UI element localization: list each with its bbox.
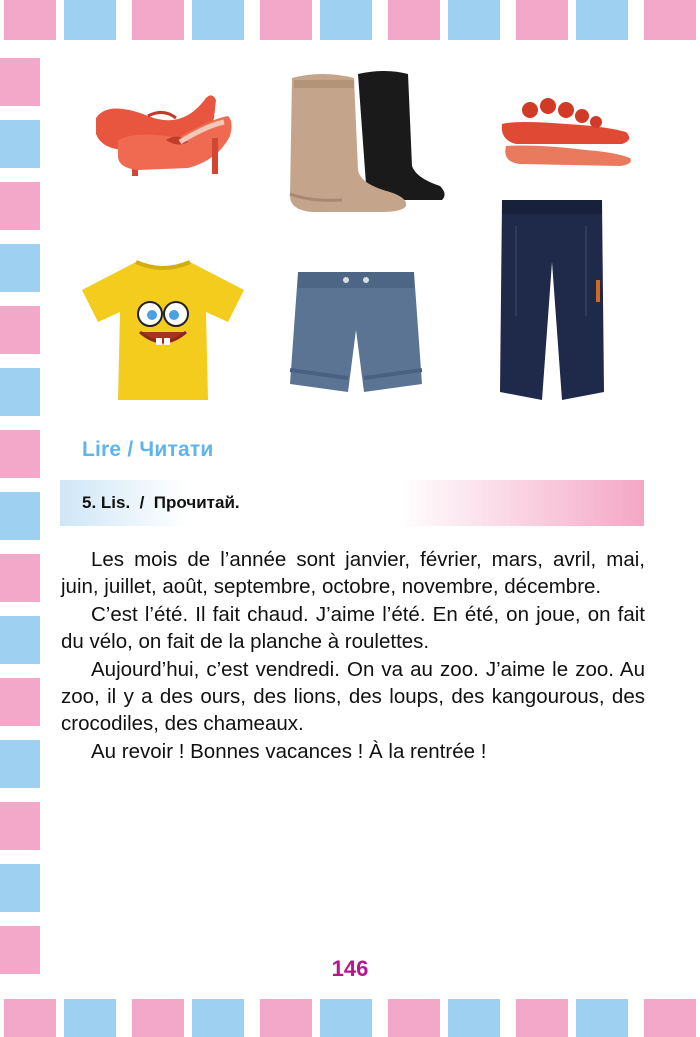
decorative-border-bottom [0, 999, 700, 1037]
decorative-border-top [0, 0, 700, 40]
paragraph: Au revoir ! Bonnes vacances ! À la rentrée ! [91, 739, 487, 763]
sandals-image [496, 88, 636, 168]
page-number: 146 [331, 956, 369, 981]
task-label: 5. Lis. / Прочитай. [82, 493, 240, 512]
paragraph: Aujourd’hui, c’est vendredi. On va au zoo. J’aime le zoo. Au zoo, il y a des ours, des lions, des loups, des kangourous, des crocodiles, des chameaux. [61, 657, 645, 736]
paragraph: C’est l’été. Il fait chaud. J’aime l’été. En été, on joue, on fait du vélo, on fait de la planche à roulettes. [61, 602, 645, 654]
paragraph: Les mois de l’année sont janvier, février, mars, avril, mai, juin, juillet, août, septembre, octobre, novembre, décembre. [61, 548, 645, 599]
section-title: Lire / Читати [82, 438, 214, 461]
clothing-illustrations [60, 60, 650, 420]
yellow-tshirt-image [78, 256, 248, 406]
task-header [60, 480, 644, 526]
decorative-border-left [0, 58, 40, 988]
red-heels-image [88, 78, 238, 188]
trousers-image [496, 196, 608, 404]
boots-image [282, 66, 452, 216]
shorts-image [288, 266, 424, 396]
reading-text [61, 546, 645, 765]
